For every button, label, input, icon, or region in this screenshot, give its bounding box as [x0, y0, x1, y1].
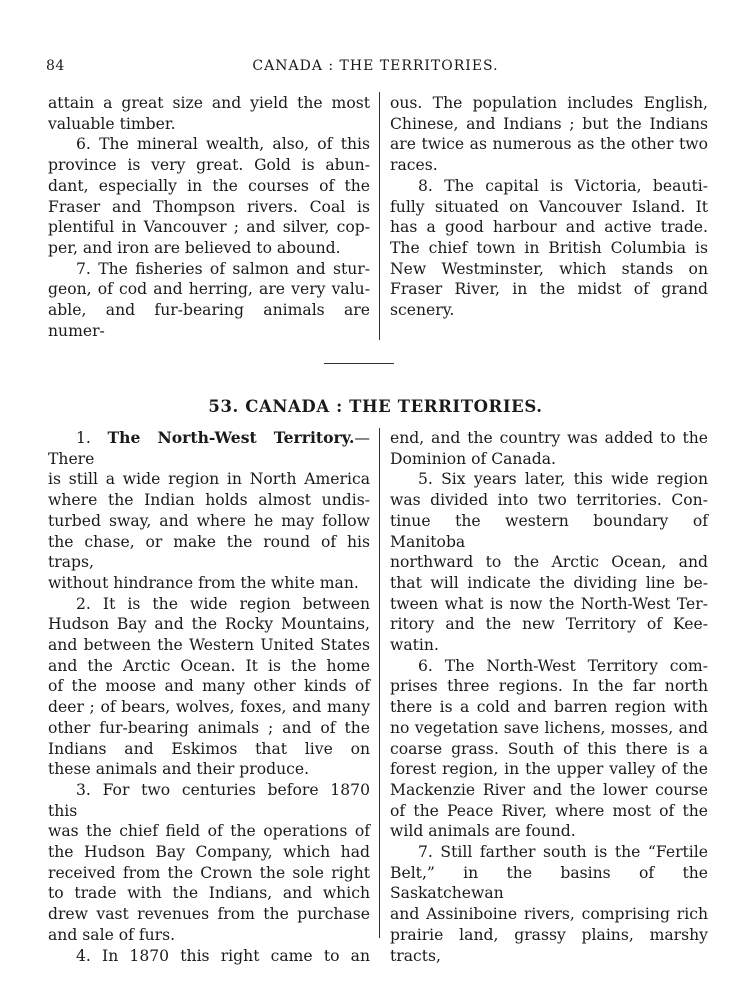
text-line: Belt,” in the basins of the Saskatchewan — [390, 863, 708, 903]
text-line: tinue the western boundary of Manitoba — [390, 511, 708, 551]
text-line: 5. Six years later, this wide region — [418, 470, 708, 489]
text-line: wild animals are found. — [390, 822, 576, 841]
text-line: prises three regions. In the far north — [390, 677, 708, 696]
text-line: was the chief field of the operations of — [48, 822, 370, 841]
text-line: where the Indian holds almost undis- — [48, 491, 370, 510]
text-line: there is a cold and barren region with — [390, 698, 708, 717]
text-line: these animals and their produce. — [48, 760, 310, 779]
text-line: Fraser and Thompson rivers. Coal is — [48, 197, 370, 216]
text-line: geon, of cod and herring, are very valu- — [48, 280, 370, 299]
text-line: Fraser River, in the midst of grand — [390, 280, 708, 299]
text-line: Hudson Bay and the Rocky Mountains, — [48, 615, 370, 634]
text-line: fully situated on Vancouver Island. It — [390, 197, 708, 216]
text-line: to trade with the Indians, and which — [48, 884, 370, 903]
text-line: prairie land, grassy plains, marshy tracts, — [390, 925, 708, 965]
text-line: 7. The fisheries of salmon and stur- — [76, 259, 370, 278]
text-line: are twice as numerous as the other two — [390, 135, 708, 154]
text-line: New Westminster, which stands on — [390, 259, 708, 278]
text-line: turbed sway, and where he may follow — [48, 511, 370, 530]
lower-right-column — [390, 428, 708, 966]
text-line: ritory and the new Territory of Kee- — [390, 615, 708, 634]
section-title: 53. CANADA : THE TERRITORIES. — [208, 397, 543, 416]
text-line: and Assiniboine rivers, comprising rich — [390, 905, 708, 924]
text-line: per, and iron are believed to abound. — [48, 238, 341, 257]
text-line: 8. The capital is Victoria, beauti- — [418, 176, 708, 195]
text-line: province is very great. Gold is abun- — [48, 156, 370, 175]
text-line: 3. For two centuries before 1870 this — [48, 780, 370, 820]
text-line: Indians and Eskimos that live on — [48, 739, 370, 758]
text-line: scenery. — [390, 301, 455, 320]
text-line: and sale of furs. — [48, 925, 176, 944]
text-fragment: —There — [48, 429, 370, 468]
text-line: able, and fur-bearing animals are numer- — [48, 301, 370, 340]
text-line: plentiful in Vancouver ; and silver, cop- — [48, 218, 370, 237]
text-line: without hindrance from the white man. — [48, 573, 359, 592]
running-header — [40, 58, 711, 80]
text-line: 4. In 1870 this right came to an — [76, 946, 370, 965]
text-line: other fur-bearing animals ; and of the — [48, 718, 370, 737]
sub-heading: The North-West Territory. — [107, 428, 355, 447]
text-line: is still a wide region in North America — [48, 470, 370, 489]
text-line: of the Peace River, where most of the — [390, 801, 708, 820]
text-line: watin. — [390, 636, 439, 655]
running-title: CANADA : THE TERRITORIES. — [252, 58, 499, 74]
text-line: The chief town in British Columbia is — [390, 238, 708, 257]
page-number: 84 — [46, 58, 65, 74]
text-line: races. — [390, 156, 438, 175]
text-line: that will indicate the dividing line be- — [390, 573, 708, 592]
text-line: end, and the country was added to the — [390, 429, 708, 447]
text-line: deer ; of bears, wolves, foxes, and many — [48, 698, 370, 717]
text-line: coarse grass. South of this there is a — [390, 739, 708, 758]
text-line: 2. It is the wide region between — [76, 594, 370, 613]
text-line: the chase, or make the round of his traps, — [48, 532, 370, 572]
text-line: the Hudson Bay Company, which had — [48, 843, 370, 862]
text-line: attain a great size and yield the most — [48, 94, 370, 112]
text-line: of the moose and many other kinds of — [48, 677, 370, 696]
text-line: dant, especially in the courses of the — [48, 176, 370, 195]
text-line: 6. The mineral wealth, also, of this — [76, 135, 370, 154]
text-line: 7. Still farther south is the “Fertile — [418, 843, 708, 862]
text-line: northward to the Arctic Ocean, and — [390, 553, 708, 572]
upper-right-column — [390, 93, 708, 321]
text-line: ous. The population includes English, — [390, 94, 708, 112]
lower-left-column — [48, 428, 370, 966]
upper-left-column — [48, 93, 370, 341]
text-line: and the Arctic Ocean. It is the home — [48, 656, 370, 675]
text-line: Chinese, and Indians ; but the Indians — [390, 114, 708, 133]
text-line: has a good harbour and active trade. — [390, 218, 708, 237]
column-divider — [379, 428, 380, 938]
text-line: tween what is now the North-West Ter- — [390, 594, 708, 613]
text-line: drew vast revenues from the purchase — [48, 905, 370, 924]
text-line: no vegetation save lichens, mosses, and — [390, 718, 708, 737]
section-separator-rule — [324, 363, 394, 364]
text-line: Mackenzie River and the lower course — [390, 780, 708, 799]
text-line: forest region, in the upper valley of the — [390, 760, 708, 779]
text-line: valuable timber. — [48, 114, 176, 133]
text-line: and between the Western United States — [48, 636, 370, 655]
paragraph-number: 1. — [76, 429, 91, 447]
text-line: Dominion of Canada. — [390, 449, 557, 468]
column-divider — [379, 92, 380, 340]
text-line: received from the Crown the sole right — [48, 863, 370, 882]
text-line: 6. The North-West Territory com- — [418, 656, 708, 675]
text-line — [48, 428, 370, 469]
text-line: was divided into two territories. Con- — [390, 491, 708, 510]
